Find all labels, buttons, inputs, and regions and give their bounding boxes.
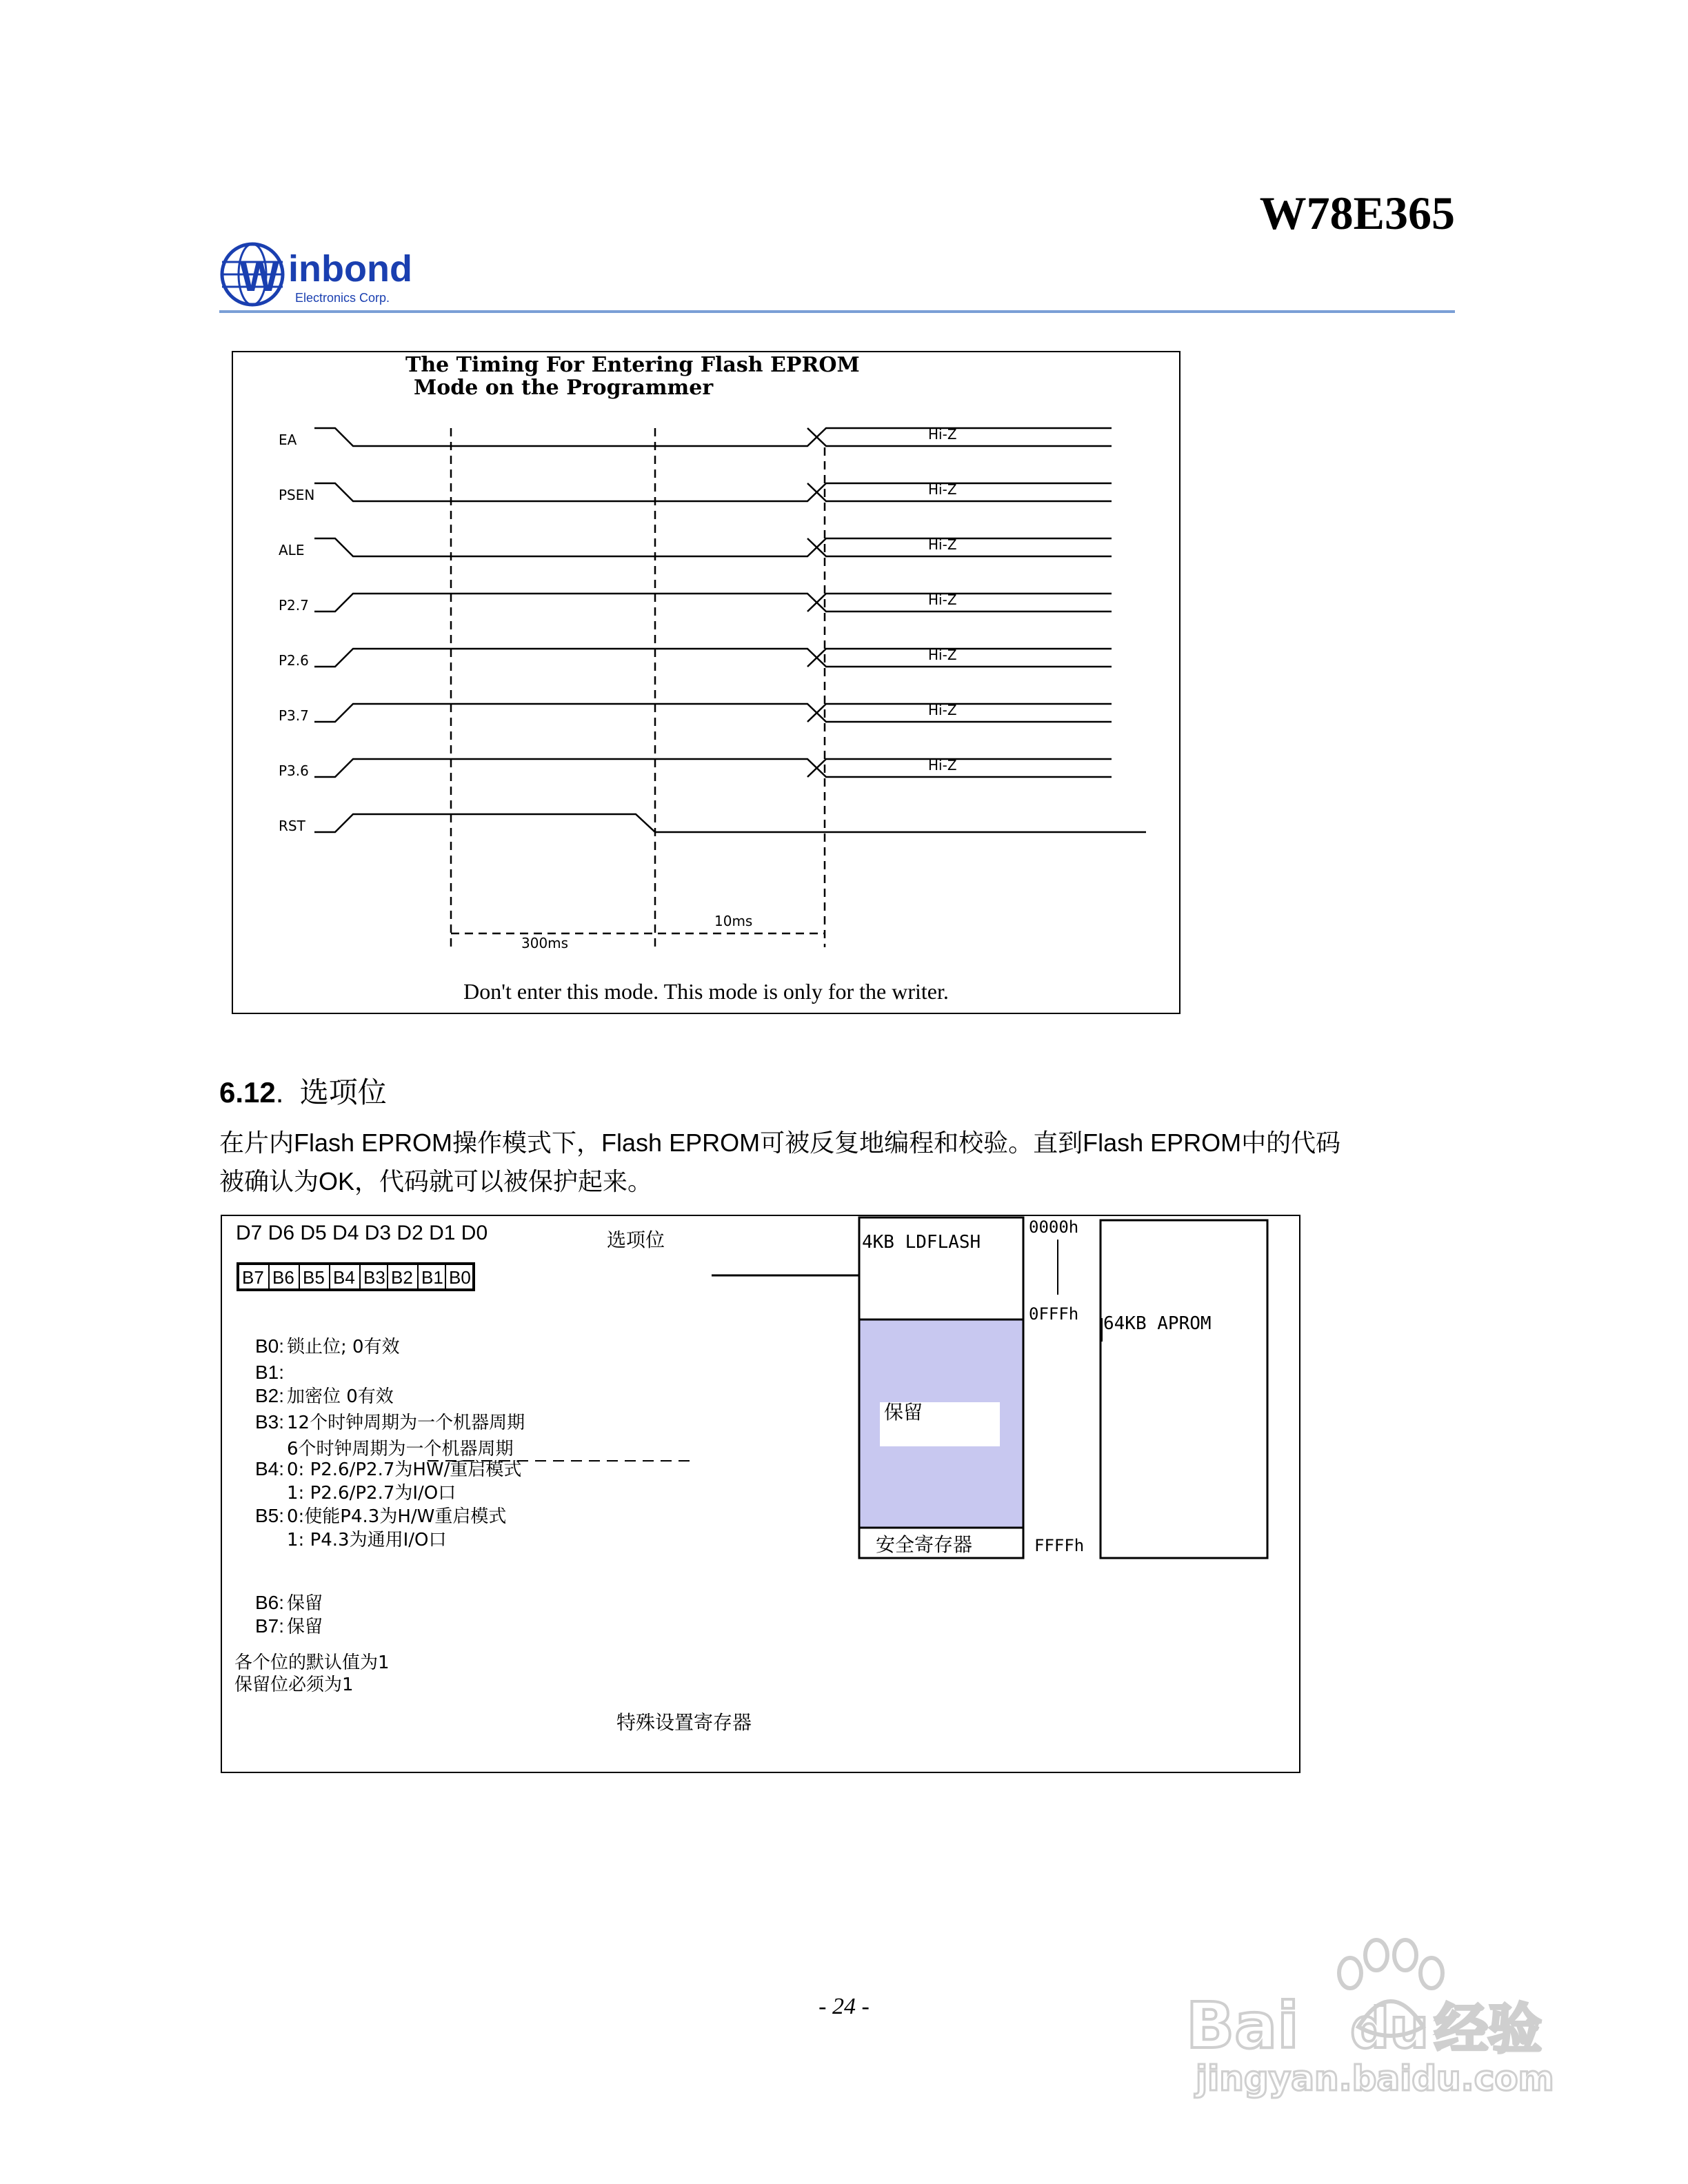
addr-start: 0000h [1029,1217,1079,1237]
time-label-10ms: 10ms [714,913,753,929]
bit-header: D7 D6 D5 D4 D3 D2 D1 D0 [236,1222,488,1244]
security-label: 安全寄存器 [876,1533,973,1556]
watermark-url: jingyan.baidu.com [1196,2059,1554,2099]
signal-end-label: Hi-Z [928,757,957,774]
logo-sub-text: Electronics Corp. [295,291,390,305]
bit-desc-text: 锁止位; 0有效 [287,1337,400,1357]
bit-box-label: B0 [449,1267,471,1288]
bit-desc-name: B3: [255,1411,285,1433]
signal-end-label: Hi-Z [928,481,957,498]
addr-end: FFFFh [1034,1536,1085,1555]
bit-desc-text: 6个时钟周期为一个机器周期 [287,1439,514,1459]
signal-label: P2.6 [279,652,309,669]
bit-desc-text: 保留 [287,1617,323,1637]
baidu-watermark [1186,1910,1572,2103]
signal-label: RST [279,818,305,834]
bit-box-label: B6 [272,1267,294,1288]
signal-line-upper [807,649,1112,667]
section-body [219,1124,1460,1201]
svg-text:W: W [240,254,279,300]
signal-label: EA [279,432,297,448]
document-title: W78E365 [1259,187,1455,239]
bit-box-label: B2 [391,1267,413,1288]
signal-line-lower [807,483,1112,501]
signal-label: P2.7 [279,597,309,614]
signal-waveform [314,594,1112,611]
signal-line-upper [807,704,1112,722]
bit-desc-name: B2: [255,1385,285,1406]
signal-end-label: Hi-Z [928,426,957,443]
signal-line-lower [807,428,1112,446]
bit-desc-name: B5: [255,1505,285,1526]
bit-desc-name: B4: [255,1458,285,1479]
timing-diagram [232,351,1180,1014]
bit-desc-text: 加密位 0有效 [287,1386,394,1407]
watermark-cn: 经验 [1434,1999,1543,2061]
signal-end-label: Hi-Z [928,702,957,718]
bit-desc-text: 0:使能P4.3为H/W重启模式 [287,1506,507,1527]
signal-end-label: Hi-Z [928,536,957,553]
bit-desc-text: 1: P2.6/P2.7为I/O口 [287,1483,456,1504]
logo-brand-text: inbond [288,248,412,290]
bit-box-label: B5 [303,1267,325,1288]
timing-title-line2: Mode on the Programmer [414,376,714,400]
option-bits-label: 选项位 [607,1228,665,1251]
bit-desc-text: 12个时钟周期为一个机器周期 [287,1413,525,1433]
bit-desc-name: B6: [255,1592,285,1613]
reserved-note: 保留位必须为1 [234,1675,354,1695]
watermark-brand2: du [1350,1996,1429,2061]
winbond-logo [219,241,440,310]
bit-desc-text: 1: P4.3为通用I/O口 [287,1530,447,1550]
bit-boxes [237,1263,474,1291]
section-title: 选项位 [299,1076,387,1109]
section-body-line1: 在片内Flash EPROM操作模式下，Flash EPROM可被反复地编程和校验。直到Flash EPROM中的代码 [219,1129,1341,1157]
bit-box-label: B1 [421,1267,443,1288]
signal-line-upper [807,594,1112,611]
reserved-label: 保留 [884,1401,923,1424]
timing-note: Don't enter this mode. This mode is only for the writer. [463,979,949,1004]
signal-layer [279,426,1146,834]
aprom-block [1101,1220,1267,1558]
bit-box-label: B7 [242,1267,264,1288]
signal-waveform [314,483,1112,501]
signal-waveform [314,704,1112,722]
watermark-brand: Bai [1186,1989,1299,2063]
aprom-label: 64KB APROM [1103,1313,1212,1334]
globe-icon [222,244,283,305]
default-note: 各个位的默认值为1 [234,1652,390,1673]
signal-waveform [314,649,1112,667]
section-heading: 6.12. 选项位 [219,1076,387,1109]
time-label-300ms: 300ms [521,935,569,951]
signal-end-label: Hi-Z [928,592,957,608]
signal-waveform [314,814,1146,832]
bit-desc-text: 保留 [287,1593,323,1614]
ldflash-label: 4KB LDFLASH [862,1232,981,1253]
signal-label: P3.7 [279,707,309,724]
bit-desc-name: B7: [255,1615,285,1637]
bit-descriptions [255,1335,525,1637]
signal-waveform [314,428,1112,446]
bit-desc-name: B1: [255,1362,285,1383]
signal-label: PSEN [279,487,315,503]
section-body-line2: 被确认为OK，代码就可以被保护起来。 [219,1167,653,1195]
bit-desc-text: 0: P2.6/P2.7为HW/重启模式 [287,1459,522,1480]
signal-waveform [314,759,1112,777]
bit-box-label: B4 [333,1267,355,1288]
register-caption: 特殊设置寄存器 [616,1711,752,1734]
signal-label: ALE [279,542,305,558]
section-number: 6.12 [219,1076,276,1109]
signal-label: P3.6 [279,762,309,779]
timing-title-line1: The Timing For Entering Flash EPROM [405,353,860,377]
signal-line-upper [807,759,1112,777]
memory-map-blocks [859,1217,1267,1558]
signal-end-label: Hi-Z [928,647,957,663]
signal-line-lower [807,538,1112,556]
signal-waveform [314,538,1112,556]
register-diagram [221,1215,1300,1773]
page-number: - 24 - [818,1994,870,2019]
header-rule [219,310,1455,313]
bit-desc-name: B0: [255,1335,285,1357]
bit-box-label: B3 [363,1267,385,1288]
addr-mid: 0FFFh [1029,1304,1079,1324]
